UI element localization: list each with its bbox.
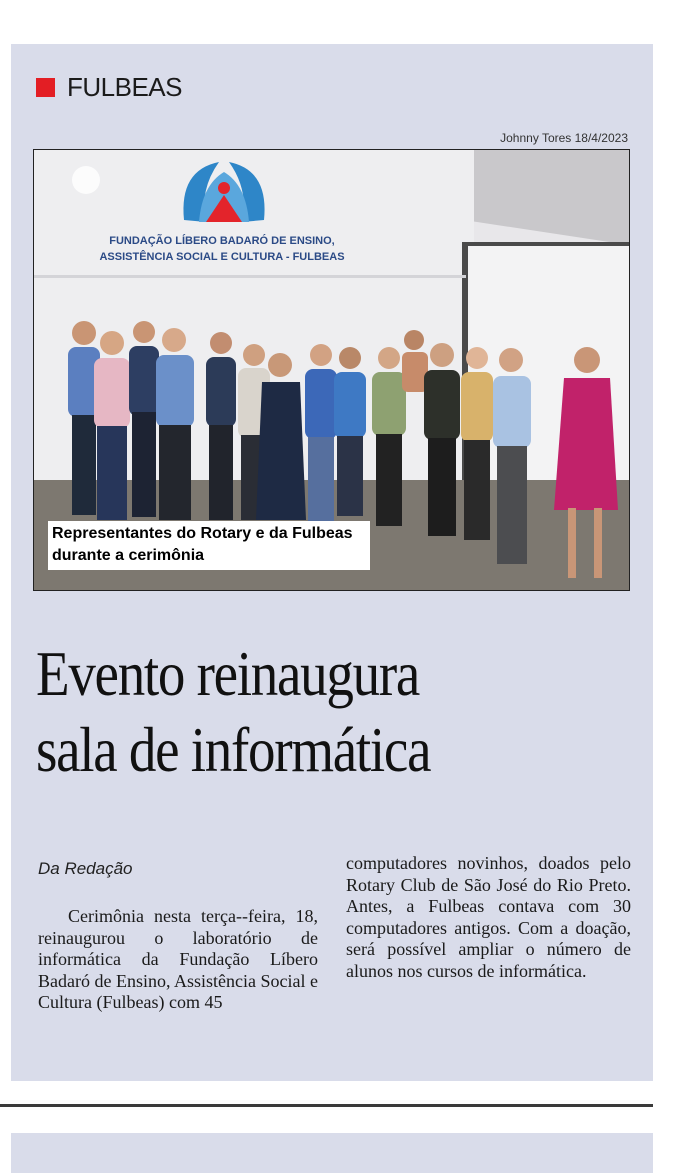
byline: Da Redação xyxy=(38,859,133,878)
wall-sign-line2: ASSISTÊNCIA SOCIAL E CULTURA - FULBEAS xyxy=(99,251,345,263)
section-title: FULBEAS xyxy=(67,72,182,102)
photo-caption: Representantes do Rotary e da Fulbeas durante a cerimônia xyxy=(48,521,370,570)
section-label xyxy=(36,72,182,103)
next-article-panel xyxy=(11,1133,653,1173)
headline-line1: Evento reinaugura xyxy=(36,638,420,709)
section-marker xyxy=(36,78,55,97)
divider-rule xyxy=(0,1104,653,1107)
wall-sign-line1: FUNDAÇÃO LÍBERO BADARÓ DE ENSINO, xyxy=(109,235,335,247)
article-column-2: computadores novinhos, doados pelo Rotary Club de São José do Rio Preto. Antes, a Fulbeas contava com 30 computadores antigos. Com a doação, será possível ampliar o número de alunos nos cursos de informática. xyxy=(346,853,631,981)
photo-credit: Johnny Tores 18/4/2023 xyxy=(500,131,628,145)
article-column-1: Cerimônia nesta terça--feira, 18, reinaugurou o laboratório de informática da Fundação Líbero Badaró de Ensino, Assistência Social e Cultura (Fulbeas) com 45 xyxy=(38,906,318,1012)
headline xyxy=(36,636,552,788)
headline-line2: sala de informática xyxy=(36,714,431,785)
